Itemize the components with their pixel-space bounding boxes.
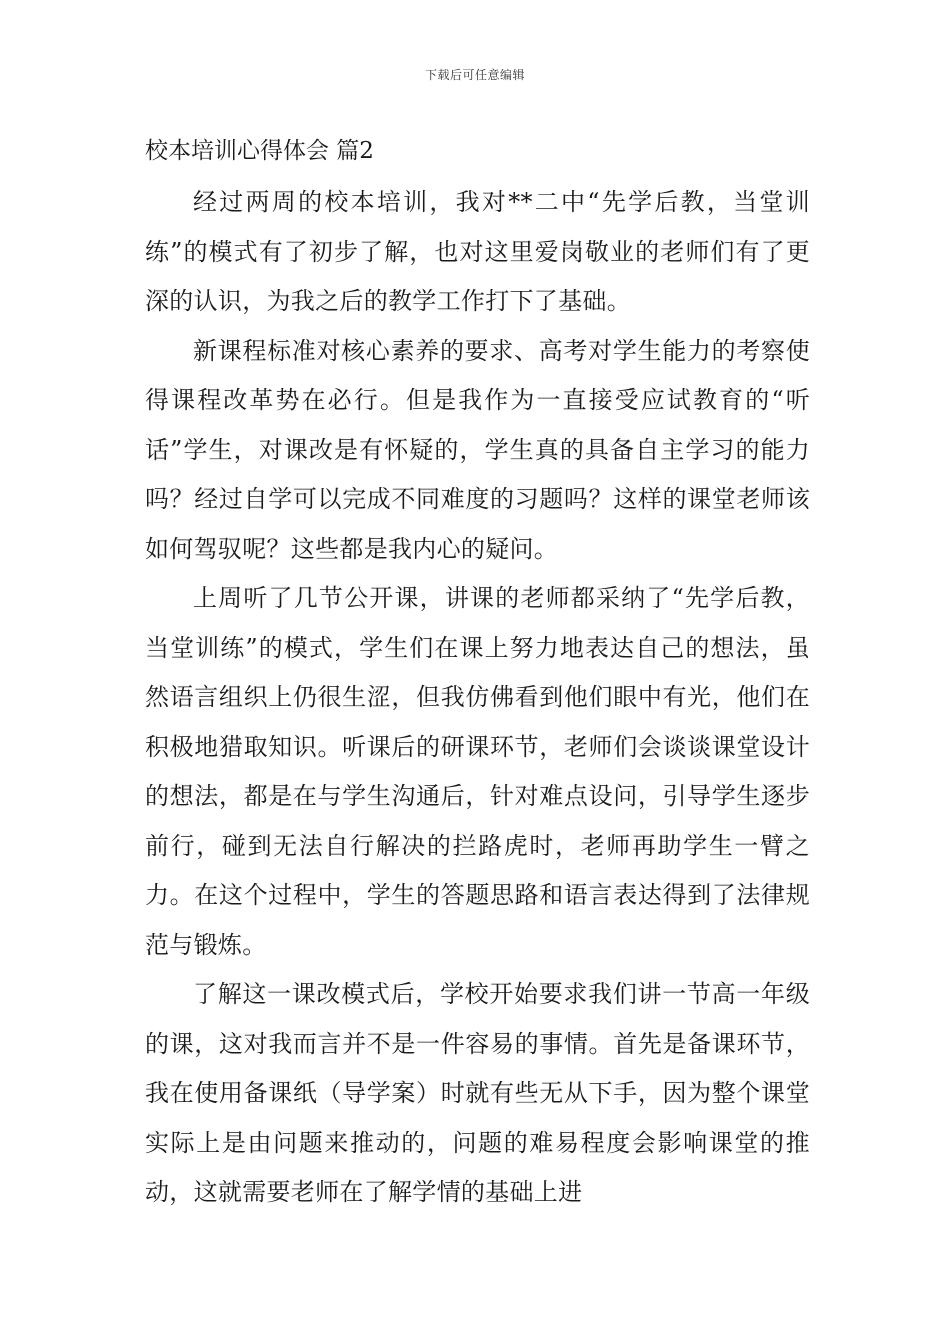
document-title: 校本培训心得体会 篇2 [145,138,374,164]
document-body [145,128,810,1218]
paragraph-4: 了解这一课改模式后，学校开始要求我们讲一节高一年级的课，这对我而言并不是一件容易的事情。首先是备课环节，我在使用备课纸（导学案）时就有些无从下手，因为整个课堂实际上是由问题来推动的，问题的难易程度会影响课堂的推动，这就需要老师在了解学情的基础上进 [145,980,810,1206]
paragraph-1: 经过两周的校本培训，我对**二中“先学后教，当堂训练”的模式有了初步了解，也对这里爱岗敬业的老师们有了更深的认识，为我之后的教学工作打下了基础。 [145,188,810,315]
paragraph-2: 新课程标准对核心素养的要求、高考对学生能力的考察使得课程改革势在必行。但是我作为一直接受应试教育的“听话”学生，对课改是有怀疑的，学生真的具备自主学习的能力吗？经过自学可以完成不同难度的习题吗？这样的课堂老师该如何驾驭呢？这些都是我内心的疑问。 [145,336,810,563]
paragraph-3: 上周听了几节公开课，讲课的老师都采纳了“先学后教，当堂训练”的模式，学生们在课上努力地表达自己的想法，虽然语言组织上仍很生涩，但我仿佛看到他们眼中有光，他们在积极地猎取知识。听课后的研课环节，老师们会谈谈课堂设计的想法，都是在与学生沟通后，针对难点设问，引导学生逐步前行，碰到无法自行解决的拦路虎时，老师再助学生一臂之力。在这个过程中，学生的答题思路和语言表达得到了法律规范与锻炼。 [145,584,810,959]
page-header: 下载后可任意编辑 [424,68,525,82]
